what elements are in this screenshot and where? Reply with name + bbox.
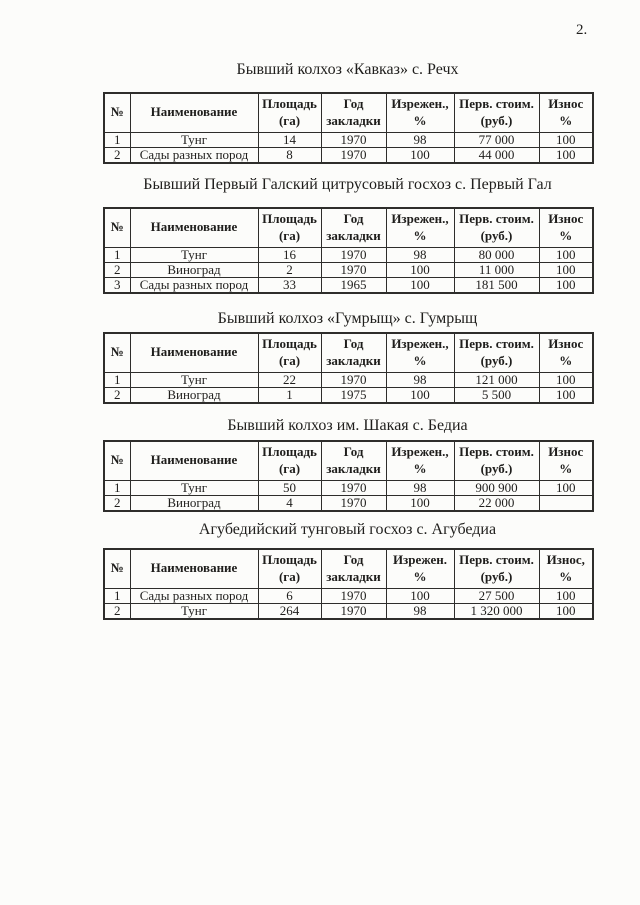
data-table [103, 548, 594, 620]
column-header-line: (руб.) [480, 568, 513, 584]
table-cell: 1 [104, 372, 130, 387]
column-header-line: Год [343, 96, 364, 111]
table-cell: 5 500 [454, 387, 539, 403]
table-cell: 1970 [321, 603, 386, 619]
table-cell: 77 000 [454, 132, 539, 147]
table-cell: 98 [386, 372, 454, 387]
column-header [258, 333, 321, 372]
table-cell: 100 [539, 387, 593, 403]
header-row [104, 549, 593, 588]
table-cell: 16 [258, 247, 321, 262]
column-header-line: (га) [278, 112, 301, 128]
column-header-line: (руб.) [480, 460, 513, 476]
data-table [103, 332, 594, 404]
table-cell: 98 [386, 132, 454, 147]
table-cell: Сады разных пород [130, 147, 258, 163]
table-row [104, 132, 593, 147]
table-cell: 100 [539, 262, 593, 277]
column-header [454, 93, 539, 132]
column-header-line: № [110, 344, 124, 360]
table-cell [539, 495, 593, 511]
column-header [130, 549, 258, 588]
column-header [321, 93, 386, 132]
table-cell: 100 [386, 147, 454, 163]
column-header [386, 549, 454, 588]
column-header [258, 93, 321, 132]
table-row [104, 495, 593, 511]
table-cell: 6 [258, 588, 321, 603]
column-header-line: % [559, 352, 573, 368]
table-cell: 98 [386, 480, 454, 495]
table-title: Бывший колхоз им. Шакая с. Бедиа [227, 417, 468, 434]
column-header-line: % [559, 460, 573, 476]
column-header-line: Изрежен., [391, 336, 449, 351]
column-header-line: закладки [326, 112, 381, 128]
column-header-line: Год [343, 211, 364, 226]
table-cell: Сады разных пород [130, 588, 258, 603]
column-header-line: Перв. стоим. [459, 552, 534, 567]
column-header-line: Перв. стоим. [459, 444, 534, 459]
column-header [386, 333, 454, 372]
table-title: Бывший колхоз «Кавказ» с. Речх [236, 61, 459, 78]
table-cell: 1965 [321, 277, 386, 293]
table-cell: 1970 [321, 480, 386, 495]
column-header-line: № [110, 560, 124, 576]
column-header [321, 333, 386, 372]
column-header-line: закладки [326, 568, 381, 584]
column-header [454, 441, 539, 480]
header-row [104, 441, 593, 480]
table-cell: 98 [386, 603, 454, 619]
table-cell: 121 000 [454, 372, 539, 387]
data-table [103, 207, 594, 294]
table-row [104, 247, 593, 262]
column-header-line: Износ, [546, 552, 585, 567]
column-header-line: (руб.) [480, 227, 513, 243]
column-header [321, 441, 386, 480]
table-cell: 1970 [321, 495, 386, 511]
table-cell: 100 [539, 132, 593, 147]
column-header [321, 549, 386, 588]
table-cell: 14 [258, 132, 321, 147]
column-header [130, 333, 258, 372]
column-header [454, 208, 539, 247]
column-header-line: Наименование [150, 560, 238, 576]
column-header-line: Износ [548, 444, 584, 459]
column-header [104, 441, 130, 480]
table-cell: 22 [258, 372, 321, 387]
table-cell: 50 [258, 480, 321, 495]
column-header-line: № [110, 452, 124, 468]
table-cell: 1970 [321, 262, 386, 277]
column-header-line: (руб.) [480, 352, 513, 368]
table-cell: Виноград [130, 262, 258, 277]
column-header [386, 208, 454, 247]
table-cell: 100 [386, 495, 454, 511]
column-header-line: Площадь [262, 336, 317, 351]
table-cell: 1 320 000 [454, 603, 539, 619]
column-header-line: Изрежен. [392, 552, 448, 567]
column-header-line: % [413, 352, 427, 368]
table-cell: 1975 [321, 387, 386, 403]
column-header-line: Перв. стоим. [459, 336, 534, 351]
column-header-line: № [110, 219, 124, 235]
table-cell: 4 [258, 495, 321, 511]
column-header-line: № [110, 104, 124, 120]
column-header [539, 333, 593, 372]
column-header [104, 549, 130, 588]
column-header-line: Площадь [262, 552, 317, 567]
table-cell: 1970 [321, 247, 386, 262]
column-header-line: % [413, 227, 427, 243]
table-cell: 22 000 [454, 495, 539, 511]
table-cell: 100 [539, 588, 593, 603]
column-header [104, 333, 130, 372]
table-row [104, 387, 593, 403]
table-cell: 3 [104, 277, 130, 293]
column-header [539, 208, 593, 247]
table-cell: 1970 [321, 588, 386, 603]
column-header-line: Перв. стоим. [459, 96, 534, 111]
column-header-line: Изрежен., [391, 96, 449, 111]
column-header [258, 441, 321, 480]
table-cell: 2 [104, 147, 130, 163]
table-cell: 2 [104, 262, 130, 277]
column-header-line: Площадь [262, 444, 317, 459]
column-header-line: % [413, 112, 427, 128]
column-header [130, 441, 258, 480]
column-header-line: % [413, 568, 427, 584]
table-cell: Тунг [130, 603, 258, 619]
column-header-line: Площадь [262, 96, 317, 111]
table-cell: 1 [104, 132, 130, 147]
column-header-line: закладки [326, 460, 381, 476]
column-header-line: Площадь [262, 211, 317, 226]
column-header-line: закладки [326, 352, 381, 368]
column-header-line: Перв. стоим. [459, 211, 534, 226]
column-header [539, 441, 593, 480]
column-header-line: Износ [548, 211, 584, 226]
column-header [454, 333, 539, 372]
table-cell: Виноград [130, 387, 258, 403]
column-header [539, 549, 593, 588]
table-cell: 100 [386, 277, 454, 293]
column-header-line: Наименование [150, 344, 238, 360]
column-header [130, 208, 258, 247]
table-row [104, 372, 593, 387]
table-cell: 8 [258, 147, 321, 163]
table-cell: 1 [258, 387, 321, 403]
table-cell: 1970 [321, 132, 386, 147]
table-row [104, 147, 593, 163]
page-number: 2. [576, 22, 588, 38]
data-table [103, 92, 594, 164]
table-cell: 80 000 [454, 247, 539, 262]
column-header-line: % [559, 568, 573, 584]
column-header-line: Наименование [150, 219, 238, 235]
header-row [104, 333, 593, 372]
column-header-line: Изрежен., [391, 211, 449, 226]
table-cell: 1 [104, 588, 130, 603]
column-header-line: (га) [278, 460, 301, 476]
column-header [104, 208, 130, 247]
table-cell: 27 500 [454, 588, 539, 603]
column-header [386, 93, 454, 132]
column-header-line: Износ [548, 336, 584, 351]
column-header-line: Год [343, 552, 364, 567]
table-title: Бывший колхоз «Гумрыщ» с. Гумрыщ [217, 310, 478, 327]
table-cell: 100 [539, 247, 593, 262]
column-header-line: Год [343, 444, 364, 459]
column-header-line: Год [343, 336, 364, 351]
table-row [104, 588, 593, 603]
table-cell: 100 [539, 603, 593, 619]
table-cell: Тунг [130, 132, 258, 147]
column-header-line: (га) [278, 568, 301, 584]
column-header [104, 93, 130, 132]
table-title: Бывший Первый Галский цитрусовый госхоз с. Первый Гал [143, 176, 552, 193]
column-header [321, 208, 386, 247]
column-header-line: % [413, 460, 427, 476]
table-cell: 98 [386, 247, 454, 262]
table-cell: 33 [258, 277, 321, 293]
table-cell: 2 [104, 603, 130, 619]
table-cell: 1970 [321, 147, 386, 163]
column-header-line: Изрежен., [391, 444, 449, 459]
table-cell: 100 [386, 387, 454, 403]
column-header [258, 549, 321, 588]
data-table [103, 440, 594, 512]
table-cell: 100 [539, 147, 593, 163]
table-cell: 1 [104, 247, 130, 262]
table-cell: Тунг [130, 372, 258, 387]
table-cell: 44 000 [454, 147, 539, 163]
header-row [104, 208, 593, 247]
column-header [386, 441, 454, 480]
column-header-line: % [559, 227, 573, 243]
column-header-line: (руб.) [480, 112, 513, 128]
column-header-line: закладки [326, 227, 381, 243]
column-header [258, 208, 321, 247]
table-cell: Сады разных пород [130, 277, 258, 293]
column-header-line: Наименование [150, 452, 238, 468]
table-cell: Виноград [130, 495, 258, 511]
column-header-line: (га) [278, 352, 301, 368]
table-cell: 100 [539, 277, 593, 293]
column-header [130, 93, 258, 132]
table-cell: 100 [386, 262, 454, 277]
column-header-line: Износ [548, 96, 584, 111]
table-row [104, 262, 593, 277]
column-header-line: % [559, 112, 573, 128]
table-cell: 100 [386, 588, 454, 603]
header-row [104, 93, 593, 132]
table-cell: 2 [104, 495, 130, 511]
table-cell: 100 [539, 372, 593, 387]
table-cell: 900 900 [454, 480, 539, 495]
table-cell: 100 [539, 480, 593, 495]
table-cell: 1 [104, 480, 130, 495]
table-cell: 1970 [321, 372, 386, 387]
table-cell: 11 000 [454, 262, 539, 277]
table-cell: Тунг [130, 480, 258, 495]
table-title: Агубедийский тунговый госхоз с. Агубедиа [198, 521, 497, 538]
column-header [539, 93, 593, 132]
column-header [454, 549, 539, 588]
table-cell: 181 500 [454, 277, 539, 293]
table-cell: 264 [258, 603, 321, 619]
table-row [104, 603, 593, 619]
table-row [104, 480, 593, 495]
table-cell: 2 [104, 387, 130, 403]
column-header-line: Наименование [150, 104, 238, 120]
table-row [104, 277, 593, 293]
table-cell: Тунг [130, 247, 258, 262]
column-header-line: (га) [278, 227, 301, 243]
table-cell: 2 [258, 262, 321, 277]
